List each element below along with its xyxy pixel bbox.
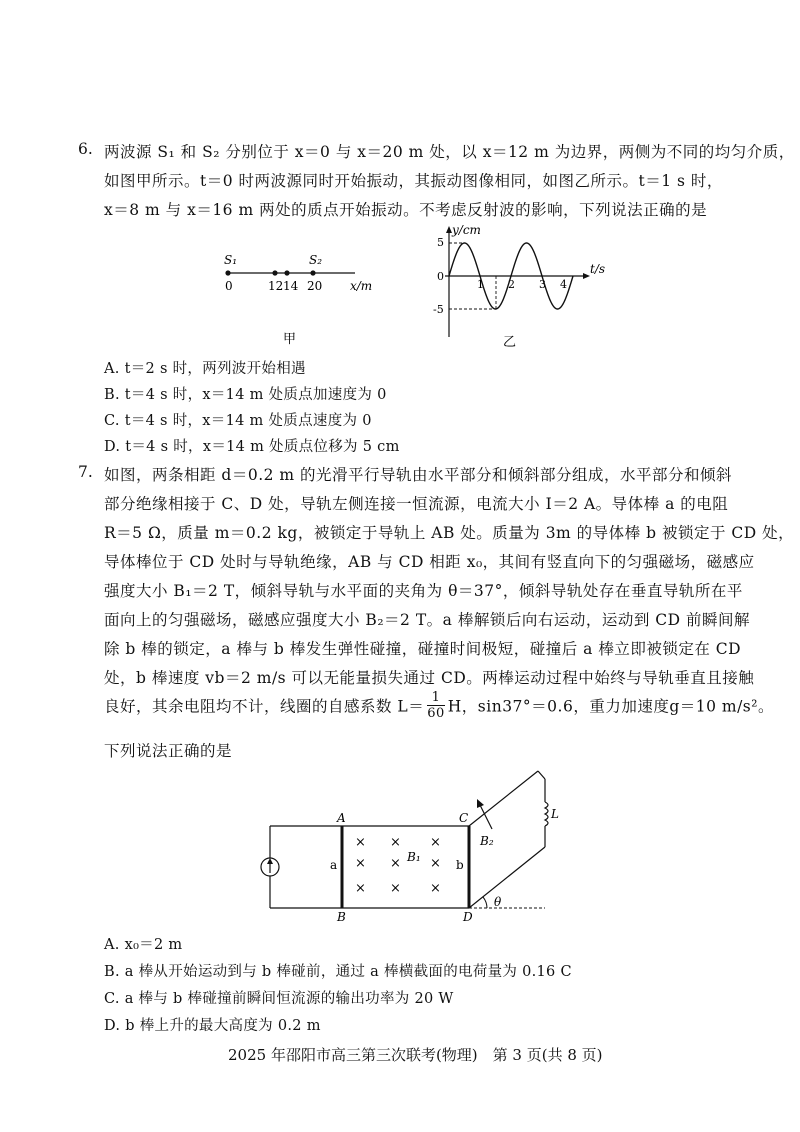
inductance-fraction	[427, 690, 445, 721]
source-s2-dot	[310, 270, 315, 275]
question-7-option-a[interactable]: A. x₀＝2 m	[104, 937, 183, 953]
question-7-stem-line-2: 部分绝缘相接于 C、D 处，导轨左侧连接一恒流源，电流大小 I＝2 A。导体棒 a 的电阻	[104, 495, 729, 513]
x-axis-label: x/m	[350, 279, 373, 293]
label-b: b	[456, 858, 464, 872]
question-6-stem-line-3: x＝8 m 与 x＝16 m 两处的质点开始振动。不考虑反射波的影响，下列说法正确的是	[104, 201, 708, 219]
question-7-number: 7.	[78, 463, 93, 481]
question-6-option-c[interactable]: C. t＝4 s 时，x＝14 m 处质点速度为 0	[104, 413, 372, 429]
field-cross: ×	[390, 835, 401, 850]
label-B: B	[337, 910, 346, 924]
caption-jia: 甲	[283, 332, 297, 347]
source-s1-dot	[225, 270, 230, 275]
tick-label-0: 0	[225, 279, 233, 293]
figure-jia	[215, 250, 385, 350]
t-tick-4: 4	[560, 278, 567, 291]
t-axis-label: t/s	[590, 262, 606, 276]
t-axis-arrow	[583, 273, 590, 279]
field-cross: ×	[390, 856, 401, 871]
label-A: A	[337, 811, 346, 825]
question-7-stem-line-4: 导体棒位于 CD 处时与导轨绝缘，AB 与 CD 相距 x₀，其间有竖直向下的匀强磁场，磁感应	[104, 553, 755, 571]
question-6-option-b[interactable]: B. t＝4 s 时，x＝14 m 处质点加速度为 0	[104, 387, 387, 403]
question-6-option-d[interactable]: D. t＝4 s 时，x＝14 m 处质点位移为 5 cm	[104, 439, 400, 455]
y-tick-5: 5	[437, 236, 444, 249]
question-6-stem-line-2: 如图甲所示。t＝0 时两波源同时开始振动，其振动图像相同，如图乙所示。t＝1 s 时，	[104, 172, 723, 190]
question-7-stem-line-10: 下列说法正确的是	[104, 742, 233, 760]
question-7-stem-line-3: R＝5 Ω，质量 m＝0.2 kg，被锁定于导轨上 AB 处。质量为 3m 的导体棒 b 被锁定于 CD 处，	[104, 524, 795, 542]
question-7-option-b[interactable]: B. a 棒从开始运动到与 b 棒碰前，通过 a 棒横截面的电荷量为 0.16 C	[104, 964, 572, 980]
figure-yi	[425, 222, 625, 352]
question-7-stem-line-1: 如图，两条相距 d＝0.2 m 的光滑平行导轨由水平部分和倾斜部分组成，水平部分和倾斜	[104, 466, 733, 484]
question-6-option-a[interactable]: A. t＝2 s 时，两列波开始相遇	[104, 361, 306, 377]
field-cross: ×	[355, 856, 366, 871]
y-tick-0: 0	[437, 270, 444, 283]
question-7-stem-line-5: 强度大小 B₁＝2 T，倾斜导轨与水平面的夹角为 θ＝37°，倾斜导轨处存在垂直导轨所在平	[104, 582, 743, 600]
caption-yi: 乙	[503, 335, 517, 350]
t-tick-3: 3	[539, 278, 546, 291]
inductor-coil-icon	[545, 802, 548, 826]
inclined-rail-upper	[469, 771, 538, 826]
label-D: D	[463, 910, 473, 924]
question-6-stem-line-1: 两波源 S₁ 和 S₂ 分别位于 x＝0 与 x＝20 m 处，以 x＝12 m 为边界，两侧为不同的均匀介质，	[104, 143, 795, 161]
label-theta: θ	[494, 895, 502, 909]
y-tick-neg5: -5	[433, 303, 444, 316]
figure-rails-circuit	[255, 765, 565, 925]
question-7-stem-line-9	[104, 690, 774, 721]
field-cross: ×	[430, 881, 441, 896]
tick-label-12: 12	[268, 279, 284, 293]
question-7-stem-line-6: 面向上的匀强磁场，磁感应强度大小 B₂＝2 T。a 棒解锁后向右运动，运动到 CD 前瞬间解	[104, 611, 750, 629]
inclined-top-end	[538, 771, 545, 779]
label-B2: B₂	[480, 834, 494, 848]
label-L: L	[551, 807, 559, 821]
s1-label: S₁	[224, 253, 238, 267]
label-a: a	[330, 858, 338, 872]
field-cross: ×	[430, 835, 441, 850]
line9-pre-text: 良好，其余电阻均不计，线圈的自感系数 L＝	[104, 697, 425, 716]
label-B1: B₁	[407, 850, 421, 864]
question-7-option-c[interactable]: C. a 棒与 b 棒碰撞前瞬间恒流源的输出功率为 20 W	[104, 991, 454, 1007]
t-tick-1: 1	[477, 278, 484, 291]
question-6-number: 6.	[78, 140, 93, 158]
line9-post-text: H，sin37°＝0.6，重力加速度g＝10 m/s²。	[447, 697, 774, 716]
fraction-numerator: 1	[431, 690, 441, 705]
question-7-stem-line-8: 处，b 棒速度 vb＝2 m/s 可以无能量损失通过 CD。两棒运动过程中始终与导轨垂直且接触	[104, 669, 755, 687]
page-footer: 2025 年邵阳市高三第三次联考(物理) 第 3 页(共 8 页)	[228, 1046, 603, 1064]
question-7-stem-line-7: 除 b 棒的锁定，a 棒与 b 棒发生弹性碰撞，碰撞时间极短，碰撞后 a 棒立即被锁定在 CD	[104, 640, 742, 658]
tick-label-14: 14	[283, 279, 299, 293]
field-cross: ×	[355, 835, 366, 850]
boundary-dot-12	[272, 270, 277, 275]
field-cross: ×	[355, 881, 366, 896]
y-axis-label: y/cm	[452, 223, 481, 237]
question-7-option-d[interactable]: D. b 棒上升的最大高度为 0.2 m	[104, 1018, 321, 1034]
t-tick-2: 2	[508, 278, 515, 291]
inclined-rail-lower	[469, 847, 545, 908]
tick-label-20: 20	[307, 279, 323, 293]
s2-label: S₂	[309, 253, 323, 267]
field-cross: ×	[390, 881, 401, 896]
angle-arc	[483, 897, 487, 908]
field-cross: ×	[430, 856, 441, 871]
point-dot-14	[284, 270, 289, 275]
label-C: C	[459, 811, 469, 825]
fraction-denominator: 60	[427, 706, 445, 721]
